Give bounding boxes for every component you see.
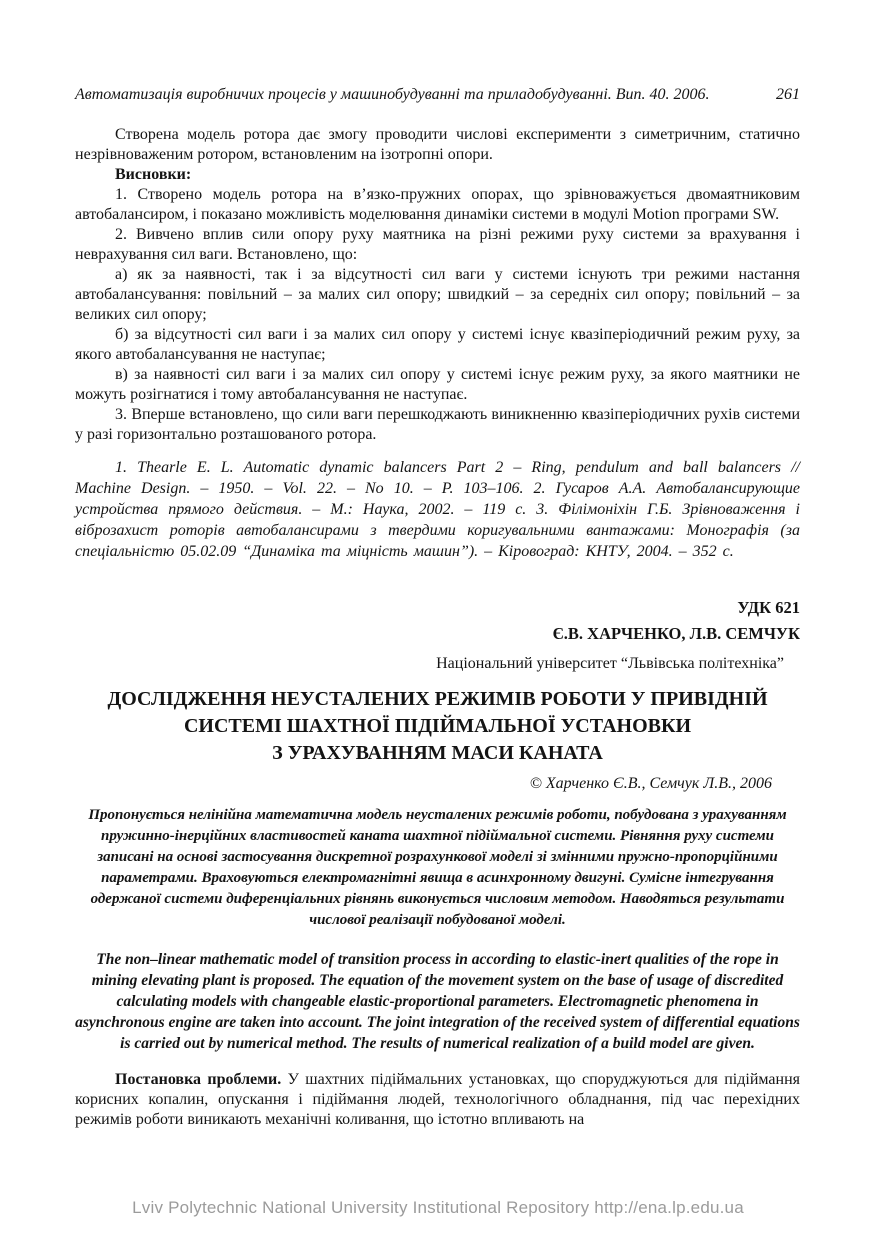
intro-paragraph: Створена модель ротора дає змогу проводити числові експерименти з симетричним, статично незрівноваженим ротором, встановленим на ізотропні опори. [75, 126, 800, 163]
conclusion-item: 1. Створено модель ротора на в’язко-пружних опорах, що зрівноважується двомаятниковим автобалансиром, і показано можливість моделювання динаміки системи в модулі Motion програми SW. [75, 186, 800, 223]
running-head-text: Автоматизація виробничих процесів у машинобудуванні та приладобудуванні. Вип. 40. 2006. [75, 86, 710, 103]
abstract-ukrainian: Пропонується нелінійна математична модель неусталених режимів роботи, побудована з урахуванням пружинно-інерційних властивостей каната шахтної підіймальної системи. Рівняння руху системи записані на основі застосування дискретної розрахункової моделі зі змінними пружно-пропорційними параметрами. Враховуються електромагнітні явища в асинхронному двигуні. Сумісне інтегрування одержаної системи диференціальних рівнянь виконується числовим методом. Наводяться результати числової реалізації побудованої моделі. [88, 807, 787, 928]
problem-statement-text: У шахтних підіймальних установках, що споруджуються для підіймання корисних копалин, опускання і підіймання людей, технологічного обладнання, під час перехідних режимів роботи виникають механічні коливання, що істотно впливають на [75, 1071, 801, 1128]
article-title [75, 686, 800, 767]
udc-label: УДК 621 [737, 598, 800, 617]
conclusion-item: а) як за наявності, так і за відсутності сил ваги у системи існують три режими настання автобалансування: повільний – за малих сил опору; швидкий – за середніх сил опору; повільний – за великих сил опору; [75, 266, 800, 323]
problem-statement-heading: Постановка проблеми. [115, 1071, 282, 1088]
conclusion-item: в) за наявності сил ваги і за малих сил опору у системі існує режим руху, за якого маятники не можуть розігнатися і тому автобалансування не наступає. [75, 366, 800, 403]
conclusion-item: б) за відсутності сил ваги і за малих сил опору у системі існує квазіперіодичний режим руху, за якого автобалансування не наступає; [75, 326, 800, 363]
affiliation-line: Національний університет “Львівська політехніка” [436, 655, 784, 672]
conclusions-heading: Висновки: [115, 166, 192, 183]
running-head [75, 85, 800, 105]
authors-line: Є.В. ХАРЧЕНКО, Л.В. СЕМЧУК [552, 624, 800, 643]
title-line-1: ДОСЛІДЖЕННЯ НЕУСТАЛЕНИХ РЕЖИМІВ РОБОТИ У ПРИВІДНІЙ [107, 688, 768, 710]
repository-footer: Lviv Polytechnic National University Institutional Repository http://ena.lp.edu.ua [132, 1198, 744, 1217]
references-paragraph: 1. Thearle E. L. Automatic dynamic balancers Part 2 – Ring, pendulum and ball balancers // Machine Design. – 1950. – Vol. 22. – No 10. – P. 103–106. 2. Гусаров А.А. Автобалансирующие устройства прямого действия. – М.: Наука, 2002. – 119 с. 3. Філімоніхін Г.Б. Зрівноваження і віброзахист роторів автобалансирами з твердими коригувальними вантажами: Монографія (за спеціальністю 05.02.09 “Динаміка та міцність машин”). – Кіровоград: КНТУ, 2004. – 352 с. [75, 459, 800, 560]
page-number: 261 [776, 86, 800, 103]
problem-statement-paragraph [75, 1070, 800, 1130]
copyright-line: © Харченко Є.В., Семчук Л.В., 2006 [529, 775, 772, 792]
title-line-2: СИСТЕМІ ШАХТНОЇ ПІДІЙМАЛЬНОЇ УСТАНОВКИ [183, 715, 692, 737]
conclusion-item: 3. Вперше встановлено, що сили ваги перешкоджають виникненню квазіперіодичних рухів системи у разі горизонтально розташованого ротора. [75, 406, 800, 443]
title-line-3: З УРАХУВАННЯМ МАСИ КАНАТА [272, 742, 603, 764]
conclusion-item: 2. Вивчено вплив сили опору руху маятника на різні режими руху системи за врахування і неврахування сил ваги. Встановлено, що: [75, 226, 800, 263]
abstract-english: The non–linear mathematic model of transition process in according to elastic-inert qualities of the rope in mining elevating plant is proposed. The equation of the movement system on the base of usage of discredited calculating models with changeable elastic-proportional parameters. Electromagnetic phenomena in asynchronous engine are taken into account. The joint integration of the received system of differential equations is carried out by numerical method. The results of numerical realization of a build model are given. [75, 951, 800, 1052]
